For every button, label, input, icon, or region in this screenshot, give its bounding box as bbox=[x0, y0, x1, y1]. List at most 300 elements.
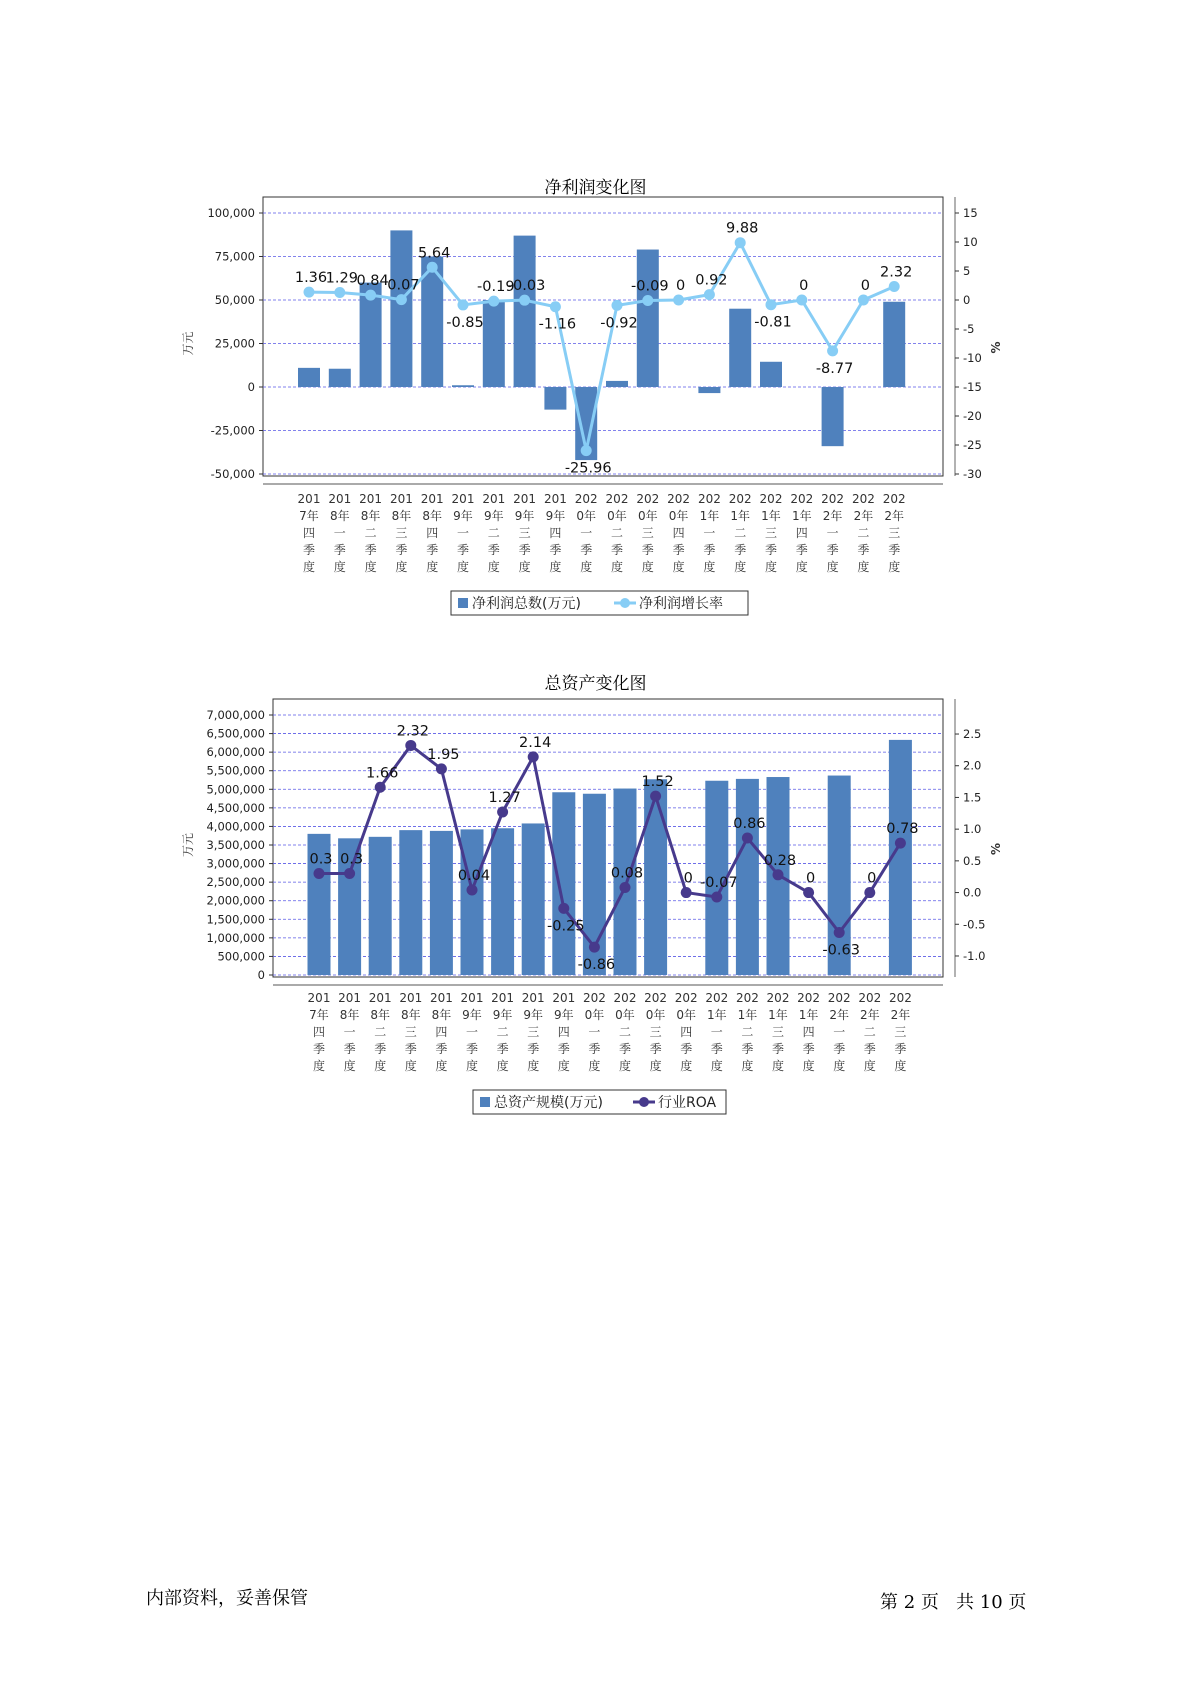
data-label: 0.3 bbox=[340, 851, 364, 868]
category-label: 季 bbox=[680, 1042, 693, 1056]
data-label: -0.81 bbox=[754, 314, 792, 331]
data-label: 1.66 bbox=[366, 765, 399, 782]
category-label: 度 bbox=[588, 1059, 601, 1073]
category-label: 度 bbox=[343, 1059, 356, 1073]
data-label: 1.27 bbox=[488, 790, 521, 807]
category-label: 一 bbox=[580, 526, 593, 540]
y2-tick-label: -30 bbox=[963, 467, 982, 481]
category-label: 三 bbox=[527, 1025, 540, 1039]
category-label: 201 bbox=[420, 492, 444, 506]
category-label: 三 bbox=[764, 526, 778, 540]
line-point bbox=[620, 882, 631, 893]
bar bbox=[369, 837, 392, 975]
category-label: 度 bbox=[710, 1059, 723, 1073]
data-label: 1.29 bbox=[325, 270, 358, 287]
y-tick-label: 6,000,000 bbox=[206, 745, 265, 760]
category-label: 202 bbox=[644, 991, 668, 1005]
category-label: 季 bbox=[395, 543, 408, 557]
category-label: 二 bbox=[863, 1025, 876, 1039]
data-label: -0.09 bbox=[631, 278, 669, 295]
data-label: 0 bbox=[683, 870, 693, 887]
line-point bbox=[344, 868, 355, 879]
line-point bbox=[650, 791, 661, 802]
category-label: 度 bbox=[894, 1059, 907, 1073]
category-label: 度 bbox=[333, 560, 346, 574]
category-label: 7年 bbox=[299, 509, 319, 523]
category-label: 度 bbox=[857, 560, 870, 574]
category-label: 度 bbox=[395, 560, 408, 574]
category-label: 202 bbox=[636, 492, 660, 506]
category-label: 季 bbox=[580, 543, 593, 557]
category-label: 度 bbox=[557, 1059, 570, 1073]
line-point bbox=[314, 868, 325, 879]
category-label: 度 bbox=[496, 1059, 509, 1073]
category-label: 202 bbox=[851, 492, 875, 506]
category-label: 一 bbox=[465, 1025, 479, 1039]
y-tick-label: 1,000,000 bbox=[206, 930, 265, 945]
category-label: 202 bbox=[735, 991, 759, 1005]
category-label: 0年 bbox=[676, 1008, 697, 1022]
category-label: 201 bbox=[521, 991, 545, 1005]
data-label: -0.85 bbox=[446, 314, 484, 331]
category-label: 三 bbox=[395, 526, 408, 540]
legend-label: 总资产规模(万元) bbox=[494, 1095, 603, 1111]
data-label: 2.14 bbox=[519, 734, 552, 751]
data-label: -1.16 bbox=[538, 316, 577, 333]
category-label: 9年 bbox=[545, 509, 566, 523]
category-label: 季 bbox=[672, 543, 685, 557]
category-label: 度 bbox=[435, 1059, 448, 1073]
category-label: 一 bbox=[703, 526, 716, 540]
category-label: 季 bbox=[302, 543, 316, 557]
y2-tick-label: 2.5 bbox=[963, 727, 982, 742]
category-label: 度 bbox=[863, 1059, 876, 1073]
category-label: 季 bbox=[863, 1042, 876, 1056]
data-label: 0.28 bbox=[763, 852, 797, 869]
line-point bbox=[375, 782, 386, 793]
category-label: 202 bbox=[759, 492, 783, 506]
category-label: 四 bbox=[802, 1025, 815, 1039]
category-label: 8年 bbox=[431, 1008, 452, 1022]
y2-tick-label: -0.5 bbox=[963, 917, 986, 932]
category-label: 一 bbox=[456, 526, 470, 540]
y2-axis-label: % bbox=[989, 341, 1003, 354]
y-tick-label: 7,000,000 bbox=[206, 708, 265, 722]
y-tick-label: 4,500,000 bbox=[206, 800, 265, 815]
line-point bbox=[681, 887, 692, 898]
category-label: 2年 bbox=[859, 1008, 880, 1022]
y-tick-label: -25,000 bbox=[210, 423, 255, 438]
y-tick-label: 0 bbox=[247, 380, 255, 394]
category-label: 度 bbox=[610, 560, 624, 574]
chart-title: 总资产变化图 bbox=[544, 674, 647, 694]
category-label: 度 bbox=[734, 560, 747, 574]
legend-label: 净利润总数(万元) bbox=[472, 596, 581, 612]
category-label: 季 bbox=[833, 1042, 846, 1056]
y2-tick-label: -25 bbox=[963, 438, 982, 452]
y-tick-label: 500,000 bbox=[217, 949, 265, 964]
line-point bbox=[773, 869, 784, 880]
category-label: 201 bbox=[491, 991, 515, 1005]
category-label: 0年 bbox=[607, 509, 627, 523]
data-label: 0 bbox=[860, 278, 871, 294]
y2-tick-label: -15 bbox=[963, 380, 982, 394]
line-point bbox=[834, 927, 845, 938]
category-label: 二 bbox=[857, 526, 870, 540]
line-point bbox=[405, 740, 416, 751]
line-point bbox=[864, 887, 875, 898]
category-label: 季 bbox=[703, 543, 716, 557]
category-label: 202 bbox=[827, 991, 851, 1005]
y-tick-label: -50,000 bbox=[210, 467, 255, 481]
category-label: 201 bbox=[552, 991, 576, 1005]
category-label: 一 bbox=[710, 1025, 723, 1039]
data-label: 0.78 bbox=[886, 821, 919, 838]
category-label: 季 bbox=[487, 543, 500, 557]
category-label: 度 bbox=[364, 560, 377, 574]
data-label: -0.07 bbox=[700, 875, 738, 891]
y-tick-label: 3,500,000 bbox=[206, 838, 265, 852]
category-label: 四 bbox=[435, 1025, 448, 1039]
category-label: 0年 bbox=[576, 509, 597, 523]
category-label: 9年 bbox=[553, 1008, 574, 1022]
y-tick-label: 2,500,000 bbox=[206, 875, 265, 890]
category-label: 8年 bbox=[329, 509, 350, 523]
y-tick-label: 25,000 bbox=[214, 336, 255, 351]
category-label: 度 bbox=[518, 560, 531, 574]
data-label: 1.95 bbox=[427, 746, 460, 763]
category-label: 2年 bbox=[890, 1008, 911, 1022]
category-label: 8年 bbox=[422, 509, 443, 523]
data-label: -0.03 bbox=[507, 278, 546, 295]
line-point bbox=[467, 885, 478, 896]
category-label: 7年 bbox=[309, 1008, 329, 1022]
category-label: 0年 bbox=[668, 509, 689, 523]
category-label: 四 bbox=[426, 526, 439, 540]
y2-tick-label: -20 bbox=[963, 409, 982, 423]
data-label: 0.3 bbox=[309, 851, 333, 868]
data-label: -0.86 bbox=[577, 957, 616, 974]
category-label: 1年 bbox=[798, 1008, 819, 1022]
data-label: 1.52 bbox=[641, 774, 674, 791]
data-label: 0 bbox=[675, 278, 686, 294]
category-label: 201 bbox=[429, 991, 453, 1005]
category-label: 2年 bbox=[829, 1008, 850, 1022]
category-label: 季 bbox=[888, 543, 901, 557]
category-label: 度 bbox=[795, 560, 808, 574]
bar bbox=[552, 792, 575, 975]
category-label: 二 bbox=[374, 1025, 387, 1039]
category-label: 202 bbox=[821, 492, 845, 506]
bar bbox=[461, 829, 484, 975]
data-label: -0.63 bbox=[822, 942, 860, 959]
category-label: 度 bbox=[456, 560, 470, 574]
category-label: 9年 bbox=[514, 509, 535, 523]
category-label: 三 bbox=[404, 1025, 417, 1039]
category-label: 二 bbox=[610, 526, 624, 540]
category-label: 202 bbox=[766, 991, 790, 1005]
category-label: 度 bbox=[826, 560, 839, 574]
legend-label: 行业ROA bbox=[658, 1095, 717, 1111]
legend-swatch-point bbox=[639, 1097, 649, 1107]
category-label: 2年 bbox=[822, 509, 843, 523]
category-label: 0年 bbox=[645, 1008, 666, 1022]
category-label: 季 bbox=[795, 543, 808, 557]
category-label: 202 bbox=[797, 991, 821, 1005]
category-label: 201 bbox=[307, 991, 331, 1005]
line-point bbox=[436, 763, 447, 774]
category-label: 度 bbox=[802, 1059, 815, 1073]
category-label: 202 bbox=[674, 991, 698, 1005]
data-label: -25.96 bbox=[564, 460, 612, 477]
bar bbox=[736, 779, 759, 975]
category-label: 季 bbox=[404, 1042, 417, 1056]
category-label: 202 bbox=[728, 492, 752, 506]
category-label: 度 bbox=[426, 560, 439, 574]
category-label: 度 bbox=[833, 1059, 846, 1073]
line-point bbox=[895, 838, 906, 849]
category-label: 201 bbox=[359, 492, 383, 506]
category-label: 度 bbox=[741, 1059, 754, 1073]
category-label: 度 bbox=[771, 1059, 785, 1073]
category-label: 201 bbox=[338, 991, 362, 1005]
category-label: 季 bbox=[374, 1042, 387, 1056]
category-label: 8年 bbox=[339, 1008, 360, 1022]
category-label: 二 bbox=[364, 526, 377, 540]
category-label: 季 bbox=[496, 1042, 509, 1056]
y2-tick-label: 1.5 bbox=[963, 790, 982, 805]
data-label: 0.04 bbox=[457, 868, 491, 885]
category-label: 度 bbox=[465, 1059, 479, 1073]
y-tick-label: 5,000,000 bbox=[206, 782, 265, 797]
category-label: 度 bbox=[580, 560, 593, 574]
line-point bbox=[742, 833, 753, 844]
category-label: 一 bbox=[826, 526, 839, 540]
category-label: 季 bbox=[527, 1042, 540, 1056]
category-label: 季 bbox=[741, 1042, 754, 1056]
data-label: 2.32 bbox=[396, 723, 429, 740]
category-label: 202 bbox=[605, 492, 629, 506]
chart-title: 净利润变化图 bbox=[544, 178, 647, 198]
category-label: 三 bbox=[518, 526, 531, 540]
y2-tick-label: 2.0 bbox=[963, 758, 982, 773]
category-label: 二 bbox=[496, 1025, 509, 1039]
bar bbox=[644, 779, 667, 975]
category-label: 季 bbox=[518, 543, 531, 557]
y2-tick-label: -5 bbox=[963, 322, 975, 336]
category-label: 9年 bbox=[462, 1008, 482, 1022]
category-label: 0年 bbox=[584, 1008, 605, 1022]
category-label: 201 bbox=[328, 492, 352, 506]
legend-swatch-bar bbox=[480, 1097, 490, 1107]
category-label: 1年 bbox=[761, 509, 781, 523]
data-label: 0 bbox=[805, 870, 816, 887]
category-label: 202 bbox=[613, 991, 637, 1005]
category-label: 二 bbox=[741, 1025, 754, 1039]
line-point bbox=[528, 751, 539, 762]
category-label: 季 bbox=[610, 543, 624, 557]
category-label: 8年 bbox=[360, 509, 381, 523]
category-label: 四 bbox=[680, 1025, 693, 1039]
category-label: 季 bbox=[649, 1042, 662, 1056]
data-label: 5.64 bbox=[418, 245, 451, 262]
bar bbox=[430, 831, 453, 975]
category-label: 8年 bbox=[400, 1008, 421, 1022]
line-point bbox=[711, 892, 722, 903]
category-label: 201 bbox=[543, 492, 567, 506]
category-label: 1年 bbox=[699, 509, 720, 523]
category-label: 季 bbox=[894, 1042, 907, 1056]
category-label: 三 bbox=[888, 526, 901, 540]
category-label: 201 bbox=[368, 991, 392, 1005]
y-tick-label: 3,000,000 bbox=[206, 856, 265, 871]
category-label: 202 bbox=[667, 492, 691, 506]
category-label: 度 bbox=[302, 560, 316, 574]
category-label: 8年 bbox=[370, 1008, 391, 1022]
category-label: 季 bbox=[618, 1042, 632, 1056]
category-label: 季 bbox=[641, 543, 654, 557]
category-label: 1年 bbox=[706, 1008, 727, 1022]
y-tick-label: 2,000,000 bbox=[206, 893, 265, 908]
category-label: 9年 bbox=[483, 509, 504, 523]
category-label: 201 bbox=[460, 991, 484, 1005]
category-label: 三 bbox=[649, 1025, 662, 1039]
data-label: 0.08 bbox=[610, 865, 644, 882]
legend-label: 净利润增长率 bbox=[639, 596, 723, 612]
category-label: 1年 bbox=[791, 509, 812, 523]
data-label: 1.36 bbox=[294, 270, 328, 287]
footer-confidential-note: 内部资料，妥善保管 bbox=[146, 1588, 308, 1609]
y2-tick-label: 0.5 bbox=[963, 853, 982, 868]
category-label: 1年 bbox=[737, 1008, 758, 1022]
category-label: 季 bbox=[764, 543, 778, 557]
category-label: 201 bbox=[297, 492, 321, 506]
y2-tick-label: -10 bbox=[963, 351, 982, 365]
category-label: 季 bbox=[857, 543, 870, 557]
category-label: 季 bbox=[734, 543, 747, 557]
category-label: 度 bbox=[374, 1059, 387, 1073]
category-label: 季 bbox=[557, 1042, 570, 1056]
category-label: 四 bbox=[312, 1025, 326, 1039]
category-label: 季 bbox=[771, 1042, 785, 1056]
category-label: 三 bbox=[894, 1025, 907, 1039]
category-label: 季 bbox=[588, 1042, 601, 1056]
category-label: 201 bbox=[513, 492, 537, 506]
category-label: 四 bbox=[557, 1025, 570, 1039]
y-tick-label: 6,500,000 bbox=[206, 726, 265, 741]
y-tick-label: 0 bbox=[257, 968, 265, 982]
category-label: 一 bbox=[588, 1025, 601, 1039]
category-label: 202 bbox=[858, 991, 882, 1005]
data-label: 9.88 bbox=[726, 220, 759, 237]
category-label: 度 bbox=[404, 1059, 417, 1073]
y-tick-label: 100,000 bbox=[207, 206, 255, 220]
category-label: 度 bbox=[672, 560, 685, 574]
category-label: 四 bbox=[302, 526, 316, 540]
data-label: 0 bbox=[799, 278, 809, 294]
y2-tick-label: 1.0 bbox=[963, 822, 982, 837]
category-label: 三 bbox=[641, 526, 654, 540]
category-label: 2年 bbox=[853, 509, 874, 523]
data-label: -0.92 bbox=[600, 315, 638, 332]
category-label: 1年 bbox=[730, 509, 751, 523]
category-label: 三 bbox=[771, 1025, 785, 1039]
bar bbox=[491, 828, 514, 975]
bar bbox=[399, 830, 422, 975]
category-label: 一 bbox=[333, 526, 346, 540]
bar bbox=[522, 823, 545, 975]
category-label: 201 bbox=[399, 991, 423, 1005]
y2-tick-label: 0.0 bbox=[963, 885, 982, 900]
category-label: 季 bbox=[333, 543, 346, 557]
category-label: 202 bbox=[882, 492, 906, 506]
category-label: 季 bbox=[465, 1042, 479, 1056]
category-label: 202 bbox=[582, 991, 606, 1005]
category-label: 201 bbox=[451, 492, 475, 506]
y2-tick-label: 15 bbox=[963, 206, 978, 220]
category-label: 202 bbox=[574, 492, 598, 506]
line-point bbox=[589, 942, 600, 953]
category-label: 季 bbox=[802, 1042, 815, 1056]
category-label: 季 bbox=[312, 1042, 326, 1056]
category-label: 202 bbox=[888, 991, 912, 1005]
data-label: 0.07 bbox=[387, 277, 420, 294]
category-label: 1年 bbox=[768, 1008, 788, 1022]
category-label: 二 bbox=[734, 526, 747, 540]
category-label: 9年 bbox=[523, 1008, 544, 1022]
category-label: 季 bbox=[456, 543, 470, 557]
data-label: 0 bbox=[867, 870, 877, 887]
y-axis-label: 万元 bbox=[181, 832, 195, 858]
bar bbox=[614, 789, 637, 975]
category-label: 9年 bbox=[492, 1008, 513, 1022]
category-label: 2年 bbox=[884, 509, 905, 523]
footer-page-number: 第 2 页 共 10 页 bbox=[880, 1592, 1027, 1613]
category-label: 二 bbox=[487, 526, 500, 540]
line-point bbox=[558, 903, 569, 914]
category-label: 季 bbox=[826, 543, 839, 557]
y2-tick-label: -1.0 bbox=[963, 948, 986, 963]
category-label: 季 bbox=[710, 1042, 723, 1056]
category-label: 季 bbox=[364, 543, 377, 557]
category-label: 一 bbox=[833, 1025, 846, 1039]
category-label: 202 bbox=[705, 991, 729, 1005]
category-label: 度 bbox=[888, 560, 901, 574]
y-tick-label: 75,000 bbox=[214, 249, 255, 264]
y2-tick-label: 0 bbox=[963, 293, 971, 307]
data-label: 0.92 bbox=[695, 272, 728, 289]
line-point bbox=[803, 887, 814, 898]
category-label: 四 bbox=[795, 526, 808, 540]
category-label: 四 bbox=[672, 526, 685, 540]
category-label: 季 bbox=[343, 1042, 356, 1056]
data-label: 2.32 bbox=[880, 264, 913, 281]
category-label: 一 bbox=[343, 1025, 356, 1039]
y2-tick-label: 10 bbox=[963, 235, 978, 249]
y2-axis-label: % bbox=[989, 842, 1003, 856]
data-label: -8.77 bbox=[815, 360, 854, 377]
y-axis-label: 万元 bbox=[181, 331, 195, 356]
category-label: 度 bbox=[764, 560, 778, 574]
category-label: 8年 bbox=[391, 509, 412, 523]
category-label: 度 bbox=[618, 1059, 632, 1073]
category-label: 度 bbox=[312, 1059, 326, 1073]
category-label: 202 bbox=[790, 492, 814, 506]
category-label: 0年 bbox=[637, 509, 658, 523]
category-label: 四 bbox=[549, 526, 562, 540]
data-label: -0.25 bbox=[547, 918, 585, 935]
category-label: 201 bbox=[389, 492, 413, 506]
